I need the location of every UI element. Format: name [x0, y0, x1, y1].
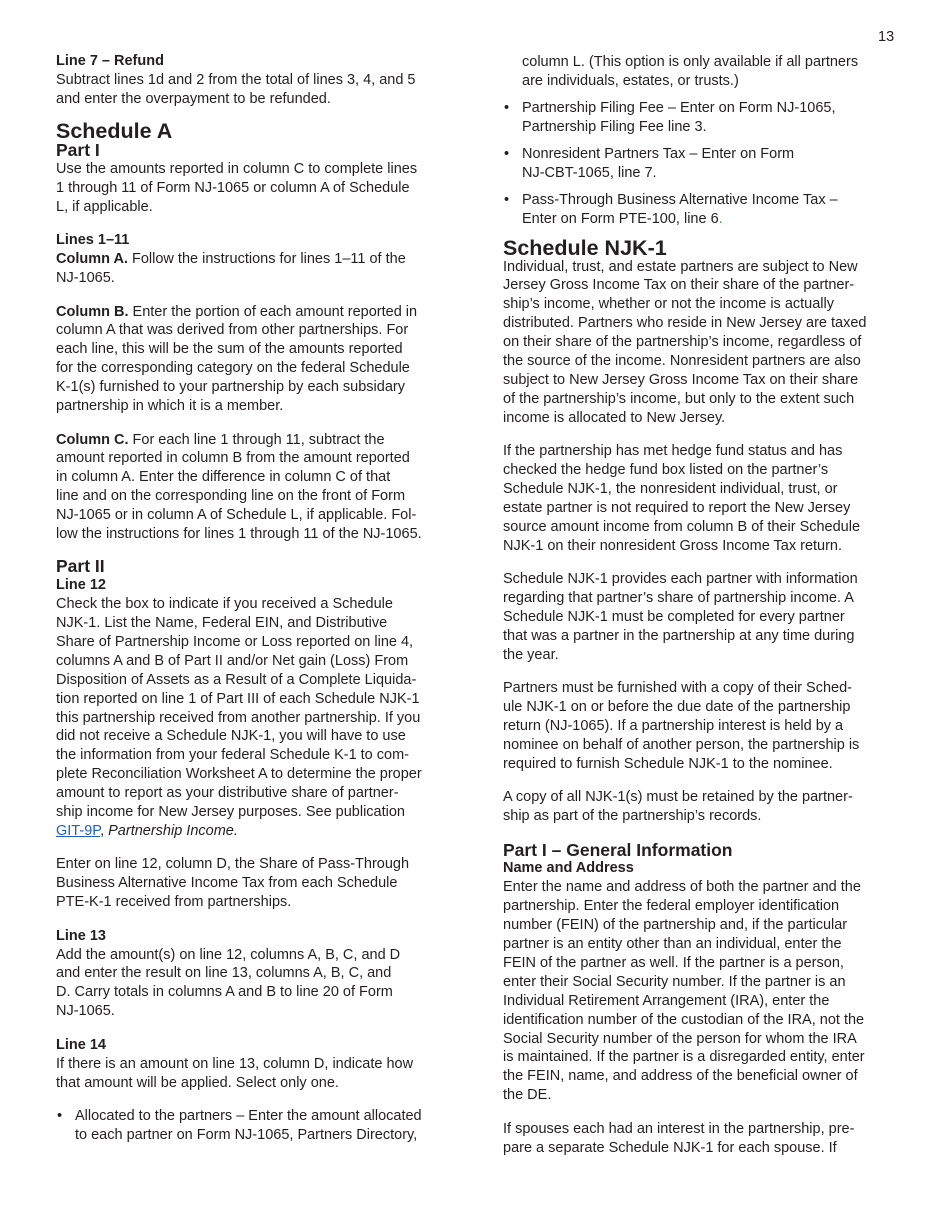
- text-line: in column A. Enter the difference in column C of that: [56, 469, 391, 486]
- bullet-item: [503, 99, 903, 137]
- text-line: is maintained. If the partner is a disregarded entity, enter: [503, 1049, 865, 1066]
- text-line: Add the amount(s) on line 12, columns A, B, C, and D: [56, 946, 401, 963]
- paragraph: [56, 71, 456, 109]
- text-line: Enter on line 12, column D, the Share of Pass-Through: [56, 856, 410, 873]
- text-line: return (NJ-1065). If a partnership interest is held by a: [503, 717, 844, 734]
- paragraph: [503, 679, 903, 773]
- text-line: If spouses each had an interest in the partnership, pre-: [503, 1120, 855, 1137]
- paragraph: [56, 855, 456, 912]
- text-line: the DE.: [503, 1087, 552, 1104]
- text-line: FEIN of the partner as well. If the partner is a person,: [503, 954, 844, 971]
- bullet-item: [503, 145, 903, 183]
- text-line: subject to New Jersey Gross Income Tax on their share: [503, 371, 859, 388]
- text-line: Use the amounts reported in column C to complete lines: [56, 161, 418, 178]
- line-heading: [56, 576, 456, 595]
- text-line: to each partner on Form NJ-1065, Partners Directory,: [75, 1126, 418, 1143]
- text-line: and enter the result on line 13, columns A, B, C, and: [56, 965, 392, 982]
- text-line: Jersey Gross Income Tax on their share of the partner-: [503, 277, 855, 294]
- text-line: If there is an amount on line 13, column D, indicate how: [56, 1055, 414, 1072]
- text-line: distributed. Partners who reside in New Jersey are taxed: [503, 315, 867, 332]
- paragraph: [56, 303, 456, 416]
- text-line: are individuals, estates, or trusts.): [522, 72, 739, 89]
- text-line: [56, 431, 456, 450]
- text-line: Social Security number of the person for whom the IRA: [503, 1030, 857, 1047]
- text-line: K-1(s) furnished to your partnership by each subsidary: [56, 379, 405, 396]
- text-line: NJ-1065.: [56, 270, 115, 287]
- text-line: [56, 250, 456, 269]
- text-line: Share of Partnership Income or Loss reported on line 4,: [56, 634, 414, 651]
- text-line: NJK-1 on their nonresident Gross Income Tax return.: [503, 537, 843, 554]
- text-line: number (FEIN) of the partnership and, if the particular: [503, 917, 848, 934]
- section-heading: [503, 235, 903, 260]
- line-heading: [503, 859, 903, 878]
- text-line: low the instructions for lines 1 through 11 of the NJ-1065.: [56, 525, 422, 542]
- text-line: • Pass-Through Business Alternative Income Tax –: [522, 191, 838, 208]
- text-line: identification number of the custodian of the IRA, not the: [503, 1011, 865, 1028]
- text-line: Schedule NJK-1 must be completed for every partner: [503, 608, 845, 625]
- text-line: • Nonresident Partners Tax – Enter on Form: [522, 145, 795, 162]
- text-line: Enter the name and address of both the partner and the: [503, 879, 861, 896]
- text-line: for the corresponding category on the federal Schedule: [56, 360, 410, 377]
- text-line: estate partner is not required to report the New Jersey: [503, 499, 851, 516]
- line-heading: [56, 927, 456, 946]
- text-line: Part I: [56, 140, 100, 161]
- text-line: • Allocated to the partners – Enter the amount allocated: [75, 1107, 422, 1124]
- text-line: the source of the income. Nonresident partners are also: [503, 353, 861, 370]
- text-line: partnership in which it is a member.: [56, 398, 284, 415]
- right-column: [503, 53, 903, 1172]
- text-line: NJ-1065 or in column A of Schedule L, if applicable. Fol-: [56, 507, 417, 524]
- text-line: If the partnership has met hedge fund status and has: [503, 443, 843, 460]
- paragraph: [503, 1120, 903, 1158]
- text-line: line and on the corresponding line on the front of Form: [56, 488, 406, 505]
- text-line: Individual Retirement Arrangement (IRA), enter the: [503, 992, 830, 1009]
- text-line: Business Alternative Income Tax from each Schedule: [56, 875, 398, 892]
- text-line: NJ-CBT-1065, line 7.: [522, 164, 657, 181]
- text-line: Line 7 – Refund: [56, 53, 164, 69]
- text-line: NJK-1. List the Name, Federal EIN, and Distributive: [56, 615, 388, 632]
- paragraph: [503, 788, 903, 826]
- text-line: [56, 822, 456, 841]
- text-line: L, if applicable.: [56, 198, 153, 215]
- paragraph: [56, 160, 456, 217]
- text-line: income is allocated to New Jersey.: [503, 409, 726, 426]
- text-line: Line 12: [56, 577, 106, 594]
- text-span: Follow the instructions for lines 1–11 of the: [127, 251, 406, 268]
- text-line: Subtract lines 1d and 2 from the total of lines 3, 4, and 5: [56, 71, 416, 88]
- bold-lead: Column C.: [56, 431, 129, 448]
- bullet-item: [56, 1107, 456, 1145]
- text-line: Part II: [56, 556, 105, 577]
- text-line: ship’s income, whether or not the income is actually: [503, 296, 834, 313]
- text-line: column L. (This option is only available if all partners: [522, 54, 859, 70]
- text-span: ,: [100, 822, 109, 839]
- text-line: that was a partner in the partnership at any time during: [503, 627, 855, 644]
- text-line: this partnership received from another partnership. If you: [56, 709, 421, 726]
- text-line: tion reported on line 1 of Part III of each Schedule NJK-1: [56, 690, 420, 707]
- text-line: did not receive a Schedule NJK-1, you will have to use: [56, 728, 406, 745]
- text-line: that amount will be applied. Select only one.: [56, 1074, 339, 1091]
- text-line: PTE-K-1 received from partnerships.: [56, 894, 292, 911]
- text-line: Name and Address: [503, 860, 634, 877]
- text-line: columns A and B of Part II and/or Net gain (Loss) From: [56, 652, 409, 669]
- text-span: .: [718, 210, 723, 227]
- text-line: D. Carry totals in columns A and B to line 20 of Form: [56, 984, 393, 1001]
- publication-link[interactable]: GIT-9P: [56, 822, 101, 839]
- text-line: ship as part of the partnership’s records.: [503, 808, 762, 825]
- text-line: Partnership Filing Fee line 3.: [522, 118, 707, 135]
- section-heading: [56, 119, 456, 144]
- text-line: amount reported in column B from the amount reported: [56, 450, 410, 467]
- text-line: Lines 1–11: [56, 232, 130, 249]
- text-line: of the partnership’s income, but only to the extent such: [503, 390, 855, 407]
- paragraph: [503, 570, 903, 664]
- subsection-heading: [56, 141, 456, 160]
- text-line: Check the box to indicate if you received a Schedule: [56, 596, 393, 613]
- text-line: Part I – General Information: [503, 839, 733, 860]
- text-line: 1 through 11 of Form NJ-1065 or column A of Schedule: [56, 179, 410, 196]
- text-line: Schedule A: [56, 119, 173, 144]
- line-heading: [56, 1036, 456, 1055]
- paragraph: [56, 431, 456, 544]
- text-line: [522, 210, 903, 229]
- bullet-continuation: [503, 53, 903, 91]
- page-number: 13: [878, 29, 895, 45]
- bold-lead: Column B.: [56, 303, 129, 320]
- subsection-heading: [56, 557, 456, 576]
- text-line: regarding that partner’s share of partnership income. A: [503, 590, 854, 607]
- text-line: plete Reconciliation Worksheet A to determine the proper: [56, 766, 422, 783]
- text-line: column A that was derived from other partnerships. For: [56, 322, 409, 339]
- text-line: [56, 303, 456, 322]
- text-line: partner is an entity other than an individual, enter the: [503, 936, 842, 953]
- text-line: Schedule NJK-1, the nonresident individual, trust, or: [503, 480, 838, 497]
- text-line: on their share of the partnership’s income, regardless of: [503, 334, 862, 351]
- text-line: Line 13: [56, 927, 106, 944]
- line-heading: [56, 231, 456, 250]
- text-line: the information from your federal Schedule K-1 to com-: [56, 747, 409, 764]
- text-line: partnership. Enter the federal employer identification: [503, 898, 840, 915]
- paragraph: [503, 258, 903, 428]
- text-line: source amount income from column B of their Schedule: [503, 518, 861, 535]
- text-line: and enter the overpayment to be refunded.: [56, 90, 331, 107]
- text-line: A copy of all NJK-1(s) must be retained by the partner-: [503, 789, 853, 806]
- text-line: pare a separate Schedule NJK-1 for each spouse. If: [503, 1139, 837, 1156]
- paragraph: [503, 878, 903, 1105]
- paragraph: [503, 442, 903, 555]
- line-heading: [56, 52, 456, 71]
- text-line: enter their Social Security number. If the partner is an: [503, 973, 846, 990]
- text-line: nominee on behalf of another person, the partnership is: [503, 736, 860, 753]
- text-line: Disposition of Assets as a Result of a Complete Liquida-: [56, 671, 417, 688]
- text-line: each line, this will be the sum of the amounts reported: [56, 341, 403, 358]
- text-line: Schedule NJK-1 provides each partner with information: [503, 571, 858, 588]
- left-column: [56, 52, 456, 1153]
- bullet-item: [503, 191, 903, 229]
- text-line: the year.: [503, 646, 559, 663]
- paragraph: [56, 595, 456, 841]
- text-line: required to furnish Schedule NJK-1 to the nominee.: [503, 755, 833, 772]
- text-span: Enter the portion of each amount reported in: [128, 303, 418, 320]
- subsection-heading: [503, 841, 903, 860]
- text-line: • Partnership Filing Fee – Enter on Form NJ-1065,: [522, 99, 836, 116]
- italic-text: Partnership Income.: [108, 822, 238, 839]
- text-line: NJ-1065.: [56, 1003, 115, 1020]
- text-line: amount to report as your distributive share of partner-: [56, 785, 399, 802]
- text-line: ule NJK-1 on or before the due date of the partnership: [503, 699, 851, 716]
- paragraph: [56, 946, 456, 1022]
- paragraph: [56, 250, 456, 288]
- text-line: the FEIN, name, and address of the beneficial owner of: [503, 1068, 858, 1085]
- text-line: Line 14: [56, 1036, 106, 1053]
- text-span: Enter on Form PTE-100, line 6: [522, 210, 719, 227]
- bold-lead: Column A.: [56, 251, 128, 268]
- text-line: Partners must be furnished with a copy of their Sched-: [503, 680, 852, 697]
- text-span: For each line 1 through 11, subtract the: [128, 431, 385, 448]
- text-line: Schedule NJK-1: [503, 235, 667, 260]
- text-line: Individual, trust, and estate partners are subject to New: [503, 258, 858, 275]
- text-line: checked the hedge fund box listed on the partner’s: [503, 462, 829, 479]
- paragraph: [56, 1055, 456, 1093]
- text-line: ship income for New Jersey purposes. See publication: [56, 804, 405, 821]
